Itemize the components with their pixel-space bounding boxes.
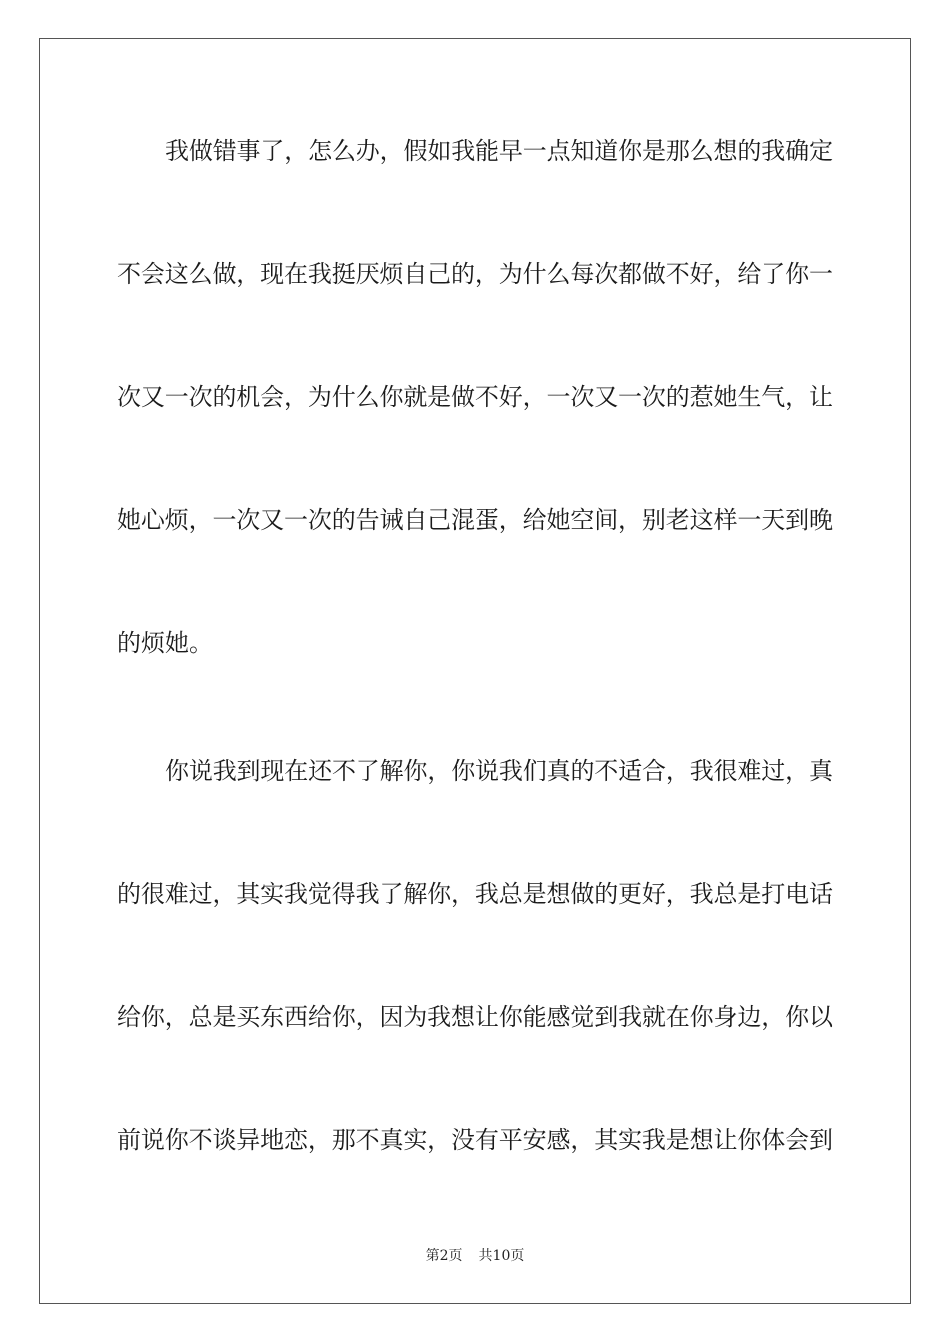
page-total: 共10页 xyxy=(478,1248,525,1264)
paragraph-2-line-1: 你说我到现在还不了解你，你说我们真的不适合，我很难过，真 xyxy=(165,757,833,785)
page-border xyxy=(39,38,911,1304)
paragraph-1-line-4: 她心烦，一次又一次的告诫自己混蛋，给她空间，别老这样一天到晚 xyxy=(117,506,833,534)
paragraph-1-line-5: 的烦她。 xyxy=(117,629,213,657)
paragraph-2-line-3: 给你，总是买东西给你，因为我想让你能感觉到我就在你身边，你以 xyxy=(117,1003,833,1031)
page-number: 第2页 xyxy=(425,1248,463,1264)
paragraph-1-line-3: 次又一次的机会，为什么你就是做不好，一次又一次的惹她生气，让 xyxy=(117,383,833,411)
page-footer xyxy=(0,1246,950,1266)
paragraph-2-line-2: 的很难过，其实我觉得我了解你，我总是想做的更好，我总是打电话 xyxy=(117,880,833,908)
paragraph-1-line-1: 我做错事了，怎么办，假如我能早一点知道你是那么想的我确定 xyxy=(165,137,833,165)
paragraph-2-line-4: 前说你不谈异地恋，那不真实，没有平安感，其实我是想让你体会到 xyxy=(117,1126,833,1154)
paragraph-1-line-2: 不会这么做，现在我挺厌烦自己的，为什么每次都做不好，给了你一 xyxy=(117,260,833,288)
